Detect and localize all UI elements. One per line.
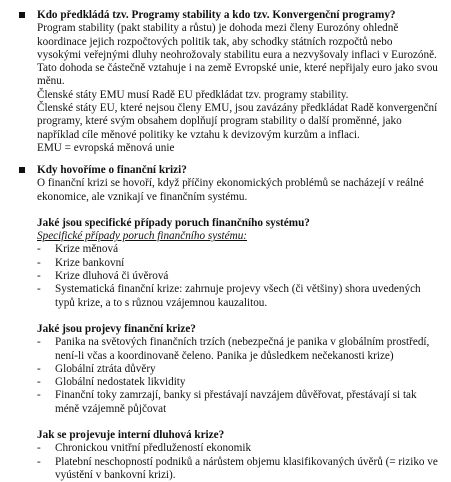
text-line: Tato dohoda se částečně vztahuje i na země Evropské unie, které nepřijaly euro jako svou <box>37 62 438 75</box>
question-title: Kdo předkládá tzv. Programy stability a kdo tzv. Konvergenční programy? <box>37 9 396 21</box>
text-line: Členské státy EU, které nejsou členy EMU, jsou zavázány předkládat Radě konvergenční <box>37 102 438 115</box>
text-line: O finanční krizi se hovoří, když příčiny ekonomických problémů se nacházejí v reálné <box>37 177 424 190</box>
subquestion-subheading: Specifické případy poruch finančního systému: <box>37 230 248 243</box>
dash-list <box>37 336 443 416</box>
list-item <box>37 283 443 310</box>
answer-text <box>37 177 443 204</box>
list-item <box>37 376 443 389</box>
text-line: Členské státy EMU musí Radě EU předkládat tzv. programy stability. <box>37 88 349 101</box>
list-item-line: není-li včas a koordinovaně čeleno. Panika je důsledkem nečekanosti krize) <box>55 349 394 362</box>
list-item <box>37 389 443 416</box>
list-item-line: - Krize měnová <box>55 243 119 256</box>
list-item-line: méně vzájemně půjčovat <box>55 402 167 415</box>
subquestion-heading: Jaké jsou specifické případy poruch finančního systému? <box>37 216 310 229</box>
list-item <box>37 270 443 283</box>
bullet-icon <box>19 167 25 173</box>
list-item-line: - Finanční toky zamrzají, banky si přestávají navzájem důvěřovat, přestávají si tak <box>55 389 417 402</box>
list-item-line: - Chronickou vnitřní předlužeností ekonomik <box>55 442 252 455</box>
dash-list <box>37 243 443 309</box>
question-title: Kdy hovoříme o finanční krizi? <box>37 164 187 176</box>
list-item-line: - Globální ztráta důvěry <box>55 362 156 375</box>
dash-list <box>37 442 443 482</box>
list-item-line: - Panika na světových finančních trzích (nebezpečná je panika v globálním prostředí, <box>55 336 430 349</box>
list-item <box>37 442 443 455</box>
list-item-line: - Platební neschopností podniků a nárůstem objemu klasifikovaných úvěrů (= riziko ve <box>55 455 438 468</box>
list-item <box>37 363 443 376</box>
list-item-line: vyústění v bankovní krizi). <box>55 468 176 481</box>
text-line: programy, které svým obsahem doplňují program stability o další proměnné, jako <box>37 115 402 128</box>
text-line: koordinace jejich rozpočtových politik tak, aby schodky státních rozpočtů nebo <box>37 35 393 48</box>
answer-text <box>37 22 443 155</box>
list-item <box>37 336 443 363</box>
list-item <box>37 243 443 256</box>
text-line: ekonomice, ale vznikají ve finančním systému. <box>37 190 248 203</box>
text-line: měnu. <box>37 75 65 88</box>
list-item-line: - Krize dluhová či úvěrová <box>55 270 169 283</box>
bullet-icon <box>19 12 25 18</box>
list-item-line: - Globální nedostatek likvidity <box>55 376 186 389</box>
text-line: Program stability (pakt stability a růstu) je dohoda mezi členy Eurozóny ohledně <box>37 22 399 35</box>
list-item <box>37 257 443 270</box>
subquestion-heading: Jaké jsou projevy finanční krize? <box>37 322 196 335</box>
text-line: například cíle měnové politiky ke vztahu k devizovým kurzům a inflaci. <box>37 128 360 141</box>
list-item-line: typů krize, a to s různou vzájemnou kauzalitou. <box>55 296 268 309</box>
subquestion-heading: Jak se projevuje interní dluhová krize? <box>37 429 225 442</box>
list-item <box>37 456 443 482</box>
list-item-line: - Krize bankovní <box>55 256 125 269</box>
text-line: EMU = evropská měnová unie <box>37 141 175 154</box>
list-item-line: - Systematická finanční krize: zahrnuje projevy všech (či většiny) shora uvedených <box>55 283 421 296</box>
text-line: vysokými veřejnými dluhy neohrožovaly stabilitu eura a nezvyšovaly inflaci v Eurozóně. <box>37 48 437 61</box>
